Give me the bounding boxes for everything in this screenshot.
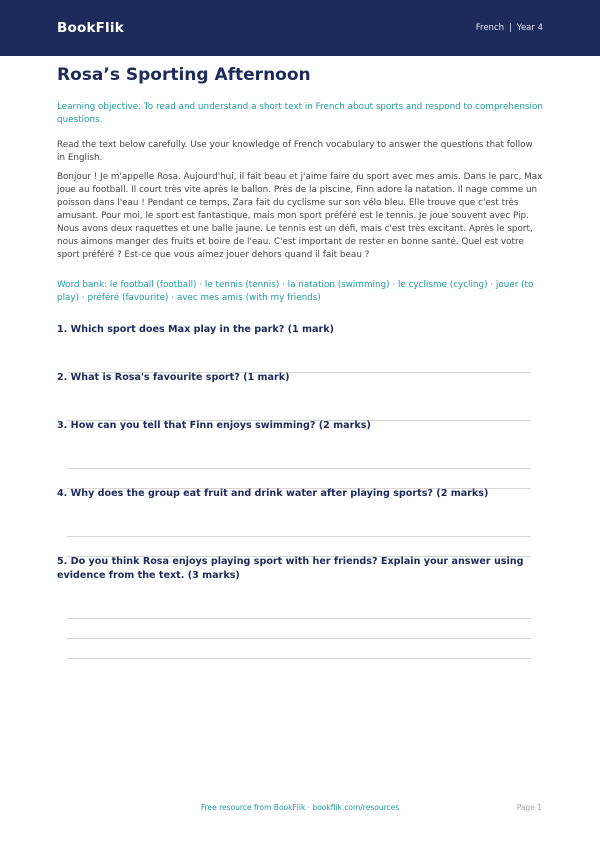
answer-line[interactable] [67, 638, 531, 639]
reading-passage: Bonjour ! Je m'appelle Rosa. Aujourd'hui, il fait beau et j'aime faire du sport avec mes amis. Dans le parc, Max joue au football. Il court très vite après le ballon. Près de la piscine, Finn adore la natation. Il nage comme un poisson dans l'eau ! Pendant ce temps, Zara fait du cyclisme sur son vélo bleu. Elle trouve que c'est très amusant. Pour moi, le sport est fantastique, mais mon sport préféré est le tennis. Je joue souvent avec Pip. Nous avons deux raquettes et une balle jaune. Le tennis est un défi, mais c'est très excitant. Après le sport, nous aimons manger des fruits et boire de l'eau. C'est important de rester en bonne santé. Quel est votre sport préféré ? Est-ce que vous aimez jouer dehors quand il fait beau ? [57, 172, 543, 260]
answer-line[interactable] [67, 658, 531, 659]
footer-credit[interactable]: Free resource from BookFlik · bookflik.com/resources [200, 803, 400, 812]
question-5: 5. Do you think Rosa enjoys playing sport with her friends? Explain your answer using evidence from the text. (3 marks) [57, 556, 524, 581]
brand-logo[interactable]: BookFlik [57, 20, 124, 36]
page-number: Page 1 [516, 803, 542, 812]
top-bar [0, 0, 600, 56]
question-1: 1. Which sport does Max play in the park? (1 mark) [57, 324, 334, 335]
answer-line[interactable] [67, 468, 531, 469]
question-2: 2. What is Rosa's favourite sport? (1 mark) [57, 372, 290, 383]
question-3: 3. How can you tell that Finn enjoys swimming? (2 marks) [57, 420, 371, 431]
page-title: Rosa’s Sporting Afternoon [57, 65, 311, 85]
word-bank: Word bank: le football (football) · le tennis (tennis) · la natation (swimming) · le cyclisme (cycling) · jouer (to play) · préféré (favourite) · avec mes amis (with my friends) [57, 280, 534, 303]
year-label: Year 4 [516, 23, 543, 33]
answer-line[interactable] [67, 536, 531, 537]
subject-year-label [476, 23, 543, 33]
question-4: 4. Why does the group eat fruit and drink water after playing sports? (2 marks) [57, 488, 489, 499]
instructions: Read the text below carefully. Use your knowledge of French vocabulary to answer the questions that follow in English. [57, 140, 533, 163]
subject-label: French [475, 23, 505, 33]
separator: | [509, 23, 512, 33]
answer-line[interactable] [67, 618, 531, 619]
learning-objective: Learning objective: To read and understand a short text in French about sports and respond to comprehension questions. [57, 102, 543, 125]
